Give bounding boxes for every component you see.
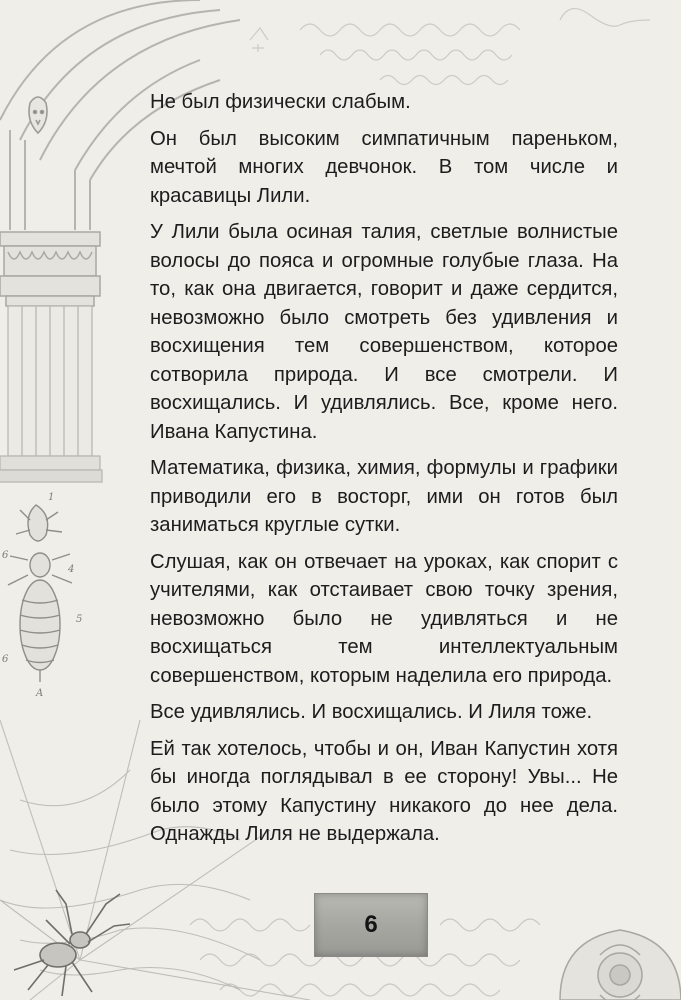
paragraph: Не был физически слабым. [150, 91, 411, 113]
paragraph: Все удивлялись. И восхищались. И Лиля тоже. [150, 701, 593, 723]
page-number-plate [314, 893, 428, 957]
svg-text:1: 1 [48, 492, 55, 503]
paragraph: Математика, физика, химия, формулы и графики приводили его в восторг, ими он готов был заниматься круглые сутки. [150, 457, 618, 536]
face-medallion-icon [29, 97, 47, 133]
svg-text:6: 6 [2, 550, 9, 561]
insect-sketch-icon [8, 505, 75, 682]
main-text [150, 88, 618, 857]
paragraph: Слушая, как он отвечает на уроках, как спорит с учителями, как отстаивает свою точку зрения, невозможно было не удивляться и не восхищаться тем интеллектуальным совершенством, которым наделила его природа. [150, 550, 618, 687]
column-shaft-icon [0, 306, 102, 482]
column-capital-icon [0, 232, 100, 306]
paragraph: Ей так хотелось, чтобы и он, Иван Капустин хотя бы иногда поглядывал в ее сторону! Увы... Не было этому Капустину никакого до нее дела. Однажды Лиля не выдержала. [150, 737, 618, 845]
paragraph: У Лили была осиная талия, светлые волнистые волосы до пояса и огромные голубые глаза. На то, как она двигается, говорит и даже сердится, невозможно было смотреть без удивления и восхищения тем совершенством, которое сотворила природа. И все смотрели. И восхищались. И удивлялись. Все, кроме него. Ивана Капустина. [150, 221, 618, 443]
page-number: 6 [364, 911, 378, 938]
rosette-ornament-icon [560, 930, 681, 1000]
paragraph: Он был высоким симпатичным пареньком, мечтой многих девчонок. В том числе и красавицы Лили. [150, 127, 618, 207]
svg-text:5: 5 [76, 614, 83, 625]
handwriting-script-top [250, 9, 650, 85]
svg-text:A: A [36, 688, 44, 699]
svg-text:6: 6 [2, 654, 9, 665]
svg-text:4: 4 [68, 564, 75, 575]
